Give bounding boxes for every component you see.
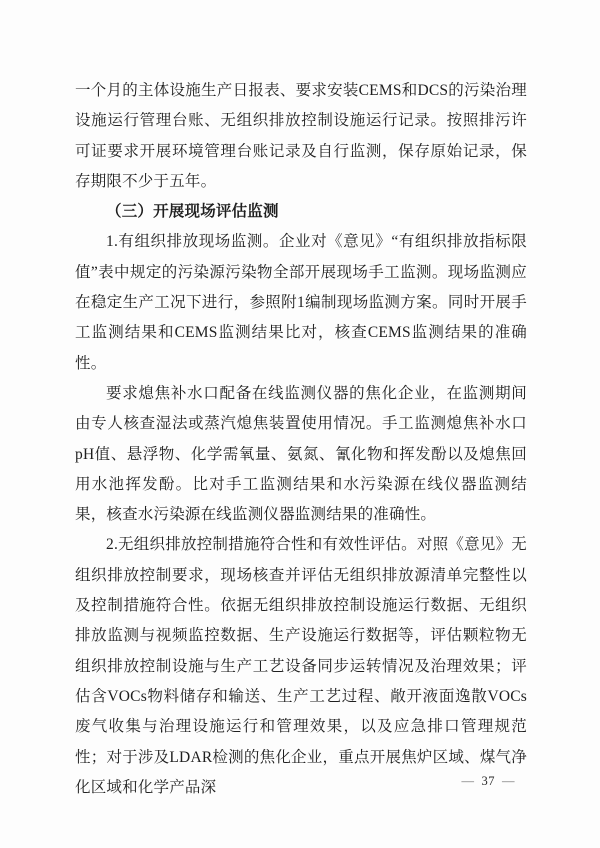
section-heading: （三）开展现场评估监测 <box>106 203 279 221</box>
paragraph-quenching-water-monitoring: 要求熄焦补水口配备在线监测仪器的焦化企业，在监测期间由专人核查湿法或蒸汽熄焦装置使用情况。手工监测熄焦补水口pH值、悬浮物、化学需氧量、氨氮、氰化物和挥发酚以及熄焦回用水池挥发酚。比对手工监测结果和水污染源在线仪器监测结果，核查水污染源在线监测仪器监测结果的准确性。 <box>75 384 527 524</box>
page-number-dash-left: — <box>461 774 475 788</box>
page-number <box>455 773 523 789</box>
paragraph-fugitive-emission-evaluation: 2.无组织排放控制措施符合性和有效性评估。对照《意见》无组织排放控制要求，现场核查并评估无组织排放源清单完整性以及控制措施符合性。依据无组织排放控制设施运行数据、无组织排放监测与视频监控数据、生产设施运行数据等，评估颗粒物无组织排放控制设施与生产工艺设备同步运转情况及治理效果；评估含VOCs物料储存和输送、生产工艺过程、敞开液面逸散VOCs废气收集与治理设施运行和管理效果，以及应急排口管理规范性；对于涉及LDAR检测的焦化企业，重点开展焦炉区域、煤气净化区域和化学产品深 <box>75 536 527 796</box>
page-number-value: 37 <box>481 774 495 788</box>
page-body-text <box>75 76 527 803</box>
paragraph-organized-emission-monitoring: 1.有组织排放现场监测。企业对《意见》“有组织排放指标限值”表中规定的污染源污染物全部开展现场手工监测。现场监测应在稳定生产工况下进行，参照附1编制现场监测方案。同时开展手工监测结果和CEMS监测结果比对，核查CEMS监测结果的准确性。 <box>75 233 527 372</box>
page-number-dash-right: — <box>502 774 515 788</box>
paragraph-continuation: 一个月的主体设施生产日报表、要求安装CEMS和DCS的污染治理设施运行管理台账、无组织排放控制设施运行记录。按照排污许可证要求开展环境管理台账记录及自行监测，保存原始记录，保存期限不少于五年。 <box>75 82 527 190</box>
